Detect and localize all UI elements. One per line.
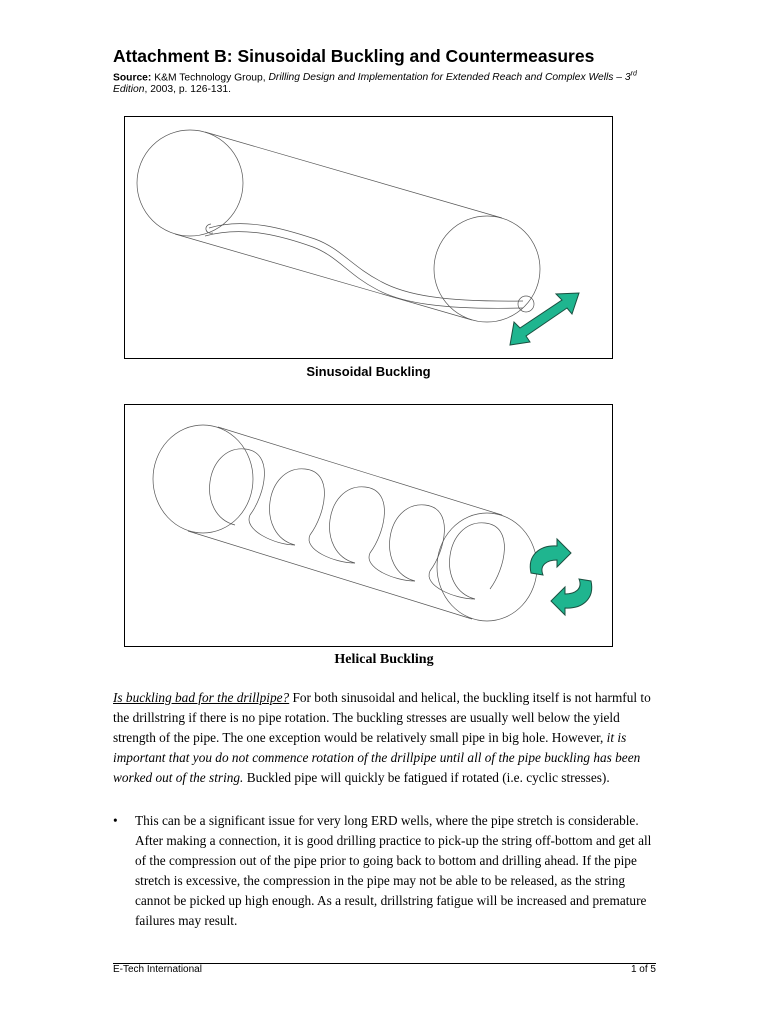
emphasis-text: it is important that you do not commence rotation of the drillpipe until all of the pipe buckling has been worked out of the string. [113,730,641,785]
helical-caption: Helical Buckling [334,652,434,667]
pipe-far-end-circle [437,513,537,621]
pipe-near-end-circle [137,130,243,236]
helical-buckling-figure [124,404,613,647]
rotation-arrows-icon [530,520,591,615]
source-org: K&M Technology Group, [151,72,269,84]
source-tail: , 2003, p. 126-131. [144,84,231,96]
bullet-item [113,811,661,931]
pipe-far-end-circle [434,216,540,322]
bullet-symbol: • [113,813,118,828]
bullet-text: This can be a significant issue for very long ERD wells, where the pipe stretch is considerable. After making a connection, it is good drilling practice to pick-up the string off-bottom and get all of the compression out of the pipe prior to going back to bottom and drilling ahead. If the pipe stretch is excessive, the compression in the pipe may not be able to be released, as the string cannot be picked up high enough. As a result, drillstring fatigue will be increased and premature failures may result. [135,813,652,928]
body-paragraph: Is buckling bad for the drillpipe? For both sinusoidal and helical, the buckling itself is not harmful to the drillstring if there is no pipe rotation. The buckling stresses are usually well below the yield strength of the pipe. The one exception would be relatively small pipe in big hole. However, it is important that you do not commence rotation of the drillpipe until all of the pipe buckling has been worked out of the string. Buckled pipe will quickly be fatigued if rotated (i.e. cyclic stresses). [113,690,651,785]
source-book: Drilling Design and Implementation for Extended Reach and Complex Wells – 3rd Edition [113,71,637,96]
helical-coil [210,449,505,599]
question-text: Is buckling bad for the drillpipe [113,690,283,705]
page-number: 1 of 5 [630,964,656,975]
sinusoidal-buckling-diagram [125,117,612,358]
source-citation [113,69,653,96]
pipe-near-end-circle [153,425,253,533]
footer-company: E-Tech International [113,964,202,975]
sinusoidal-buckling-figure [124,116,613,359]
helical-buckling-diagram [125,405,612,646]
page-title: Attachment B: Sinusoidal Buckling and Countermeasures [113,46,595,66]
sinusoidal-caption: Sinusoidal Buckling [306,364,431,379]
source-label: Source: [113,72,152,84]
drillstring-end [518,296,534,312]
